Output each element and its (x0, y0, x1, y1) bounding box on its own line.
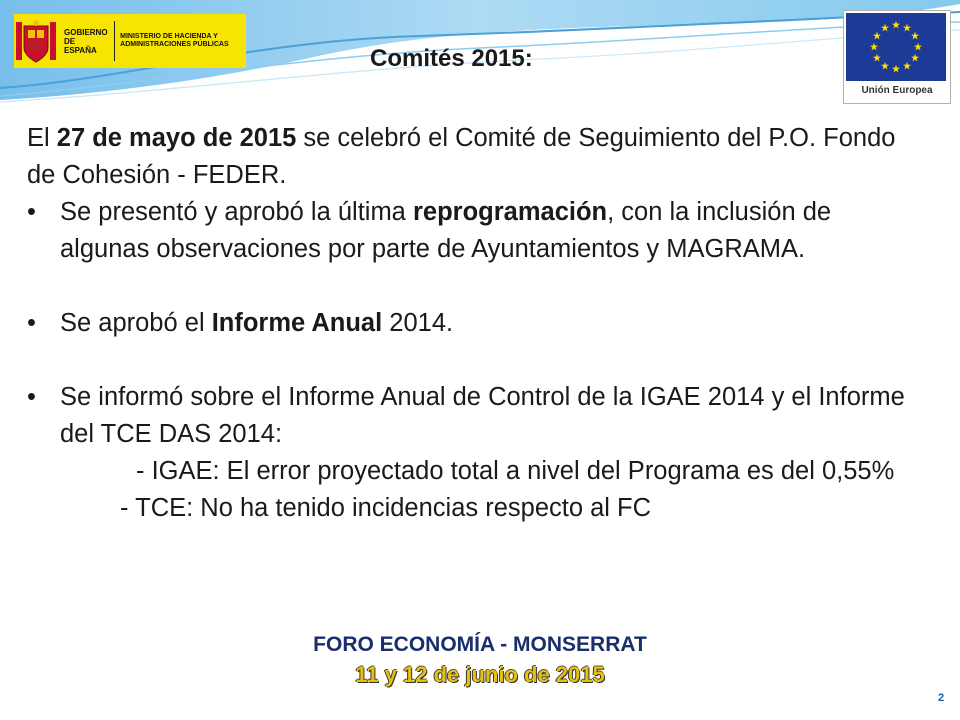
eu-star-icon (914, 43, 922, 51)
eu-star-icon (903, 24, 911, 32)
sub-item-igae: - IGAE: El error proyectado total a nivel del Programa es del 0,55% (136, 457, 895, 485)
bullet-symbol: • (27, 198, 36, 226)
intro-text-pre: El (27, 124, 57, 152)
slide-title: Comités 2015: (370, 45, 533, 72)
bullet-annual-report (27, 305, 927, 342)
eu-star-icon (870, 43, 878, 51)
bullet2-bold: Informe Anual (211, 309, 383, 337)
slide-content (27, 120, 927, 527)
eu-star-icon (881, 62, 889, 70)
eu-logo (843, 10, 951, 104)
eu-flag-icon (846, 13, 946, 81)
bullet-control-report (27, 379, 927, 453)
eu-star-icon (903, 62, 911, 70)
page-number: 2 (938, 692, 945, 704)
footer-event-name: FORO ECONOMÍA - MONSERRAT (313, 633, 647, 656)
ministry-name: MINISTERIO DE HACIENDA Y ADMINISTRACIONES PÚBLICAS (120, 33, 229, 48)
bullet3-text: Se informó sobre el Informe Anual de Control de la IGAE 2014 y el Informe del TCE DAS 2014: (60, 383, 905, 448)
eu-label: Unión Europea (861, 85, 933, 96)
spacer (27, 342, 927, 379)
bullet-symbol: • (27, 309, 36, 337)
bullet-reprogramming (27, 194, 927, 268)
sub-item-tce: - TCE: No ha tenido incidencias respecto al FC (120, 494, 652, 522)
eu-star-icon (892, 21, 900, 29)
bullet1-bold: reprogramación (412, 198, 608, 226)
intro-paragraph (27, 120, 927, 194)
intro-date: 27 de mayo de 2015 (56, 124, 297, 152)
coat-of-arms-icon (14, 14, 58, 68)
eu-star-icon (873, 54, 881, 62)
eu-star-icon (911, 54, 919, 62)
eu-star-icon (873, 32, 881, 40)
intro-text-post: se celebró el Comité de Seguimiento del P.O. Fondo de Cohesión - FEDER. (27, 124, 896, 189)
bullet2-text-post: 2014. (382, 309, 454, 337)
spacer (27, 268, 927, 305)
bullet2-text-pre: Se aprobó el (60, 309, 212, 337)
bullet1-text-post: , con la inclusión de algunas observaciones por parte de Ayuntamientos y MAGRAMA. (60, 198, 832, 263)
footer-event-date: 11 y 12 de junio de 2015 (355, 662, 605, 687)
bullet1-text-pre: Se presentó y aprobó la última (60, 198, 413, 226)
eu-star-icon (892, 65, 900, 73)
bullet-symbol: • (27, 383, 36, 411)
government-name: GOBIERNO DE ESPAÑA (64, 27, 108, 55)
eu-star-icon (881, 24, 889, 32)
eu-star-icon (911, 32, 919, 40)
government-logo (14, 14, 246, 68)
